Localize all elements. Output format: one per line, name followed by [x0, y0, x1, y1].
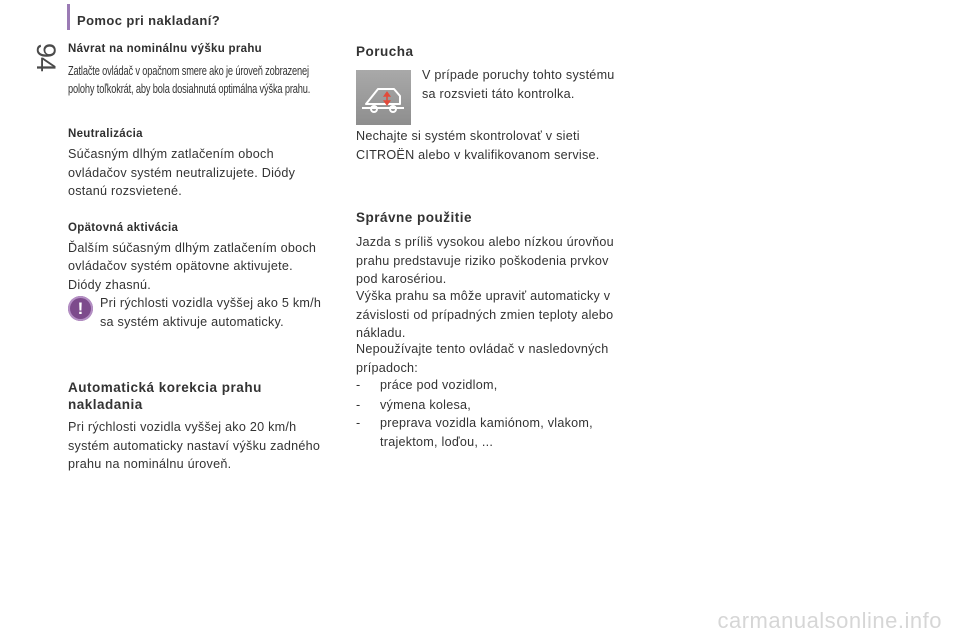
fault-title: Porucha [356, 44, 414, 59]
bullet-dash: - [356, 398, 361, 412]
text-line: sa systém aktivuje automaticky. [100, 314, 284, 329]
text-line: ovládačov systém neutralizujete. Diódy [68, 165, 296, 180]
text-line: ostanú rozsvietené. [68, 184, 182, 198]
text-line: Pri rýchlosti vozidla vyššej ako 20 km/h [68, 420, 297, 434]
nominal-height-line: Zatlačte ovládač v opačnom smere ako je úroveň zobrazenej [68, 64, 309, 78]
text-line: systém automaticky nastaví výšku zadného [68, 438, 321, 453]
correct-usage-title: Správne použitie [356, 210, 473, 225]
bullet-dash: - [356, 416, 361, 430]
suspension-warning-lamp-glyph [356, 70, 411, 125]
list-item-text [380, 414, 635, 451]
text-line: nákladu. [356, 326, 406, 340]
reactivation-text [68, 239, 338, 295]
text-line: ovládačov systém opätovne aktivujete. [68, 259, 293, 273]
watermark: carmanualsonline.info [717, 608, 942, 633]
title-line: nakladania [68, 397, 143, 412]
text-line: pod karosériou. [356, 272, 447, 286]
auto-correction-text [68, 418, 343, 474]
text-line: práce pod vozidlom, [380, 378, 498, 392]
text-line: Ďalším súčasným dlhým zatlačením oboch [68, 240, 317, 255]
correct-usage-paragraph-3 [356, 340, 641, 377]
nominal-height-title: Návrat na nominálnu výšku prahu [68, 43, 262, 55]
text-line: Pri rýchlosti vozidla vyššej ako 5 km/h [100, 296, 322, 310]
text-line: Výška prahu sa môže upraviť automaticky v [356, 289, 611, 303]
text-line: Súčasným dlhým zatlačením oboch [68, 147, 274, 161]
text-line: prahu predstavuje riziko poškodenia prvkov [356, 253, 609, 268]
page-header-title: Pomoc pri nakladaní? [77, 13, 221, 28]
text-line: CITROËN alebo v kvalifikovanom servise. [356, 147, 600, 162]
list-item [356, 414, 641, 454]
suspension-warning-lamp-icon [356, 70, 411, 125]
nominal-height-text [68, 62, 338, 99]
text-line: prípadoch: [356, 360, 419, 375]
warning-note-text [100, 294, 340, 331]
list-item [356, 376, 641, 396]
title-line: Automatická korekcia prahu [68, 380, 262, 395]
header-accent-bar [67, 4, 70, 30]
text-line: preprava vozidla kamiónom, vlakom, [380, 416, 593, 430]
nominal-height-line: polohy toľkokrát, aby bola dosiahnutá optimálna výška prahu. [68, 81, 311, 96]
neutralization-title: Neutralizácia [68, 128, 143, 140]
text-line: Jazda s príliš vysokou alebo nízkou úrovňou [356, 235, 614, 249]
list-item [356, 396, 641, 416]
text-line: Diódy zhasnú. [68, 277, 152, 292]
text-line: závislosti od prípadných zmien teploty alebo [356, 307, 614, 322]
fault-service-text [356, 127, 636, 164]
text-line: Nechajte si systém skontrolovať v sieti [356, 129, 580, 143]
list-item-text [380, 376, 635, 395]
text-line: výmena kolesa, [380, 398, 471, 412]
text-line: trajektom, loďou, ... [380, 434, 494, 449]
left-column [68, 43, 338, 294]
exclamation-icon: ! [68, 296, 93, 321]
text-line: sa rozsvieti táto kontrolka. [422, 86, 575, 101]
auto-correction-title [68, 379, 338, 413]
bullet-dash: - [356, 378, 361, 392]
page-number: 94 [31, 43, 61, 72]
list-item-text [380, 396, 635, 415]
neutralization-text [68, 145, 338, 201]
text-line: V prípade poruchy tohto systému [422, 68, 615, 82]
correct-usage-paragraph-2 [356, 287, 641, 343]
text-line: prahu na nominálnu úroveň. [68, 457, 232, 471]
fault-lamp-text [422, 66, 637, 103]
correct-usage-paragraph-1 [356, 233, 641, 289]
reactivation-title: Opätovná aktivácia [68, 221, 179, 234]
text-line: Nepoužívajte tento ovládač v nasledovných [356, 342, 609, 356]
